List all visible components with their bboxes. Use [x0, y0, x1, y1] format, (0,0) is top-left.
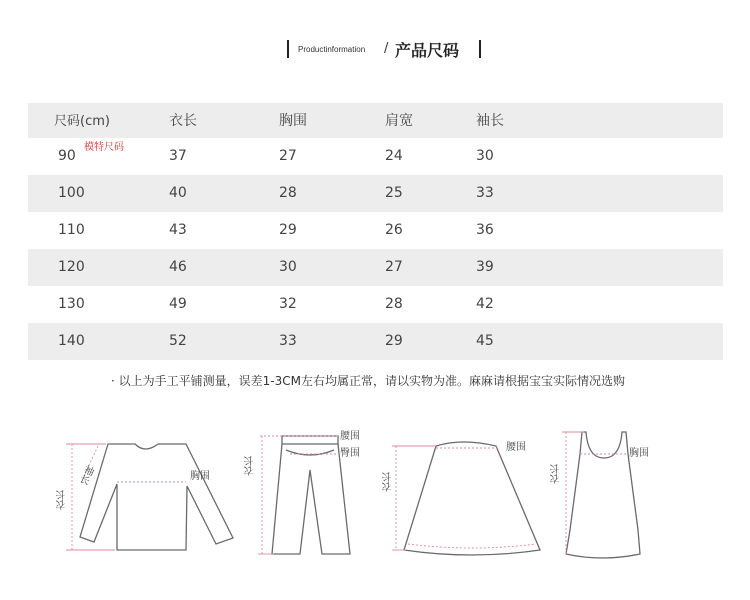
header-chinese-title: 产品尺码 [395, 41, 460, 60]
dress-chest-label: 胸围 [629, 448, 649, 459]
table-header-row [28, 103, 723, 138]
cell-chest: 33 [279, 333, 297, 349]
model-size-note: 模特尺码 [84, 142, 124, 153]
cell-sleeve: 30 [476, 148, 494, 164]
cell-shoulder: 29 [385, 333, 403, 349]
cell-length: 43 [169, 222, 187, 238]
cell-chest: 30 [279, 259, 297, 275]
table-row [28, 212, 723, 249]
cell-length: 52 [169, 333, 187, 349]
table-row [28, 286, 723, 323]
table-row [28, 138, 723, 175]
shirt-sleeve-label: 袖长 [76, 462, 95, 486]
cell-shoulder: 27 [385, 259, 403, 275]
cell-length: 49 [169, 296, 187, 312]
shirt-chest-label: 胸围 [190, 471, 210, 482]
cell-chest: 28 [279, 185, 297, 201]
skirt-diagram [404, 442, 540, 555]
cell-sleeve: 39 [476, 259, 494, 275]
cell-sleeve: 45 [476, 333, 494, 349]
cell-length: 40 [169, 185, 187, 201]
shirt-length-label: 衣长 [57, 490, 68, 510]
cell-sleeve: 33 [476, 185, 494, 201]
column-header-size: 尺码(cm) [54, 114, 110, 129]
skirt-waist-label: 腰围 [506, 442, 526, 453]
skirt-length-label: 衣长 [383, 472, 394, 492]
table-row [28, 175, 723, 212]
column-header-shoulder: 肩宽 [385, 113, 413, 129]
cell-size: 100 [58, 185, 85, 201]
column-header-chest: 胸围 [279, 113, 307, 129]
table-row [28, 249, 723, 286]
header-bar-right [479, 40, 481, 58]
cell-chest: 29 [279, 222, 297, 238]
pants-length-label: 衣长 [245, 456, 256, 476]
cell-chest: 27 [279, 148, 297, 164]
measurement-diagrams [0, 420, 750, 590]
cell-shoulder: 24 [385, 148, 403, 164]
pants-waist-label: 腰围 [340, 431, 360, 442]
cell-size: 120 [58, 259, 85, 275]
measurement-note: · 以上为手工平铺测量，误差1-3CM左右均属正常，请以实物为准。麻麻请根据宝宝实际情况选购 [111, 374, 625, 388]
cell-size: 90 [58, 148, 76, 164]
cell-size: 110 [58, 222, 85, 238]
skirt-dimension-ticks [392, 446, 436, 550]
cell-shoulder: 28 [385, 296, 403, 312]
cell-sleeve: 42 [476, 296, 494, 312]
dress-length-label: 衣长 [551, 464, 562, 484]
column-header-sleeve: 袖长 [476, 113, 504, 129]
cell-chest: 32 [279, 296, 297, 312]
shirt-diagram [80, 444, 233, 550]
size-table [28, 103, 723, 360]
column-header-length: 衣长 [169, 113, 197, 129]
header-english-title: Productinformation [298, 45, 366, 54]
section-header [0, 36, 750, 64]
cell-length: 46 [169, 259, 187, 275]
shirt-dimension-lines [72, 444, 186, 550]
cell-size: 130 [58, 296, 85, 312]
cell-size: 140 [58, 333, 85, 349]
pants-hip-label: 臀围 [340, 448, 360, 459]
cell-shoulder: 25 [385, 185, 403, 201]
garment-illustrations [0, 420, 750, 590]
table-row [28, 323, 723, 360]
cell-length: 37 [169, 148, 187, 164]
shirt-dimension-ticks [66, 444, 115, 550]
skirt-dimension-lines [396, 446, 536, 550]
header-slash: / [384, 41, 389, 56]
cell-sleeve: 36 [476, 222, 494, 238]
header-bar-left [287, 40, 289, 58]
cell-shoulder: 26 [385, 222, 403, 238]
pants-dimension-lines [260, 436, 338, 554]
